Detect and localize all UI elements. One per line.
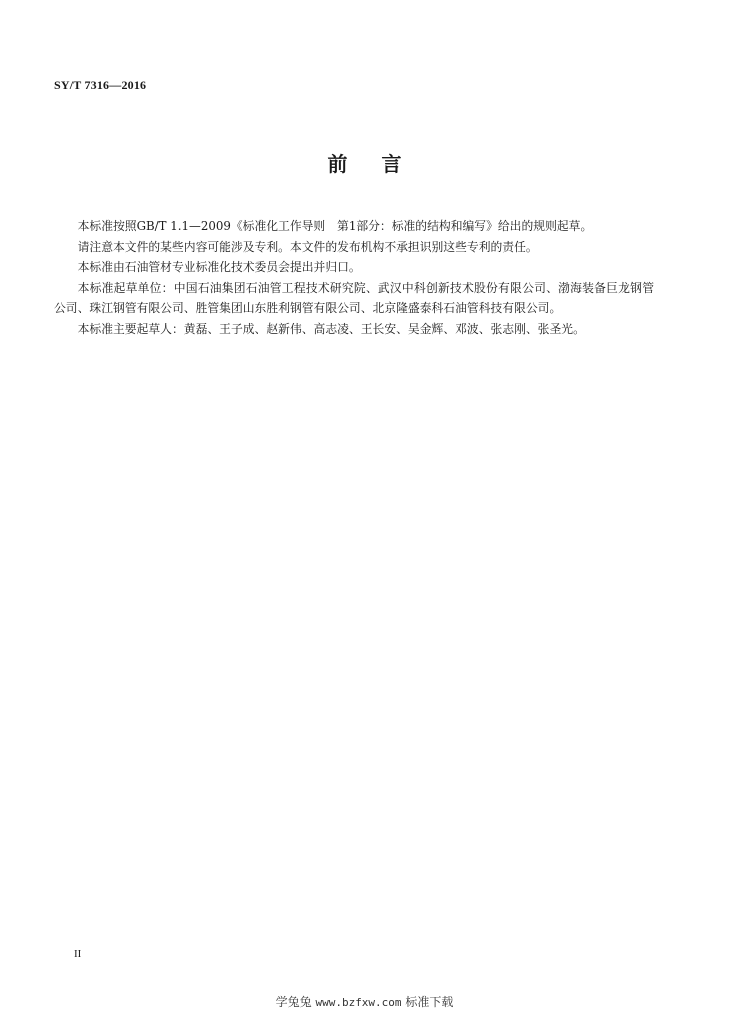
foreword-body [54,216,654,339]
paragraph-drafting-units: 本标准起草单位：中国石油集团石油管工程技术研究院、武汉中科创新技术股份有限公司、渤海装备巨龙钢管公司、珠江钢管有限公司、胜管集团山东胜利钢管有限公司、北京隆盛泰科石油管科技有限公司。 [54,280,654,315]
page-title [0,148,729,177]
paragraph-drafting-rules: 本标准按照GB/T 1.1—2009《标准化工作导则 第1部分：标准的结构和编写》给出的规则起草。 [77,219,593,233]
title-char-2: 言 [381,152,402,176]
watermark-suffix: 标准下载 [405,995,454,1009]
paragraph-patent-notice: 请注意本文件的某些内容可能涉及专利。本文件的发布机构不承担识别这些专利的责任。 [77,239,538,254]
paragraph-committee: 本标准由石油管材专业标准化技术委员会提出并归口。 [77,260,361,274]
watermark-url: www.bzfxw.com [315,996,402,1009]
page-number: II [74,948,82,960]
paragraph-drafters: 本标准主要起草人：黄磊、王子成、赵新伟、高志凌、王长安、吴金辉、邓波、张志刚、张圣光。 [77,321,585,336]
standard-code: SY/T 7316—2016 [54,78,147,92]
title-char-1: 前 [327,152,348,176]
watermark-site: 学兔兔 [275,995,312,1009]
watermark [0,993,729,1010]
